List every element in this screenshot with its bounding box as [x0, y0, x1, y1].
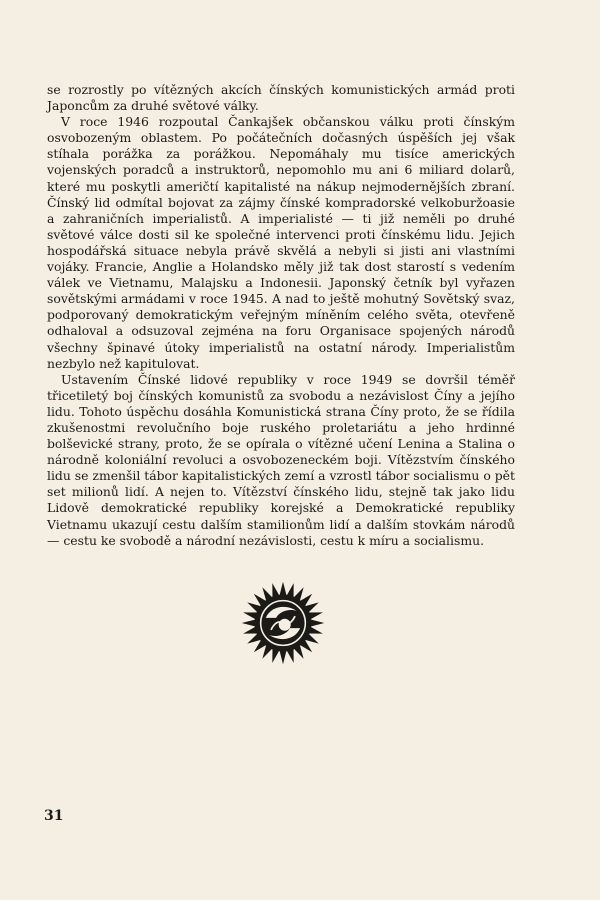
paragraph-2: V roce 1946 rozpoutal Čankajšek občanskou válku proti čínským osvobozeným oblastem. Po počátečních dočasných úspěších jej však stíhala porážka za porážkou. Nepomáhaly mu tisíce amerických vojenských poradců a instruktorů, nepomohlo mu ani 6 miliard dolarů, které mu poskytli američtí kapitalisté na nákup nejmodernějších zbraní. Čínský lid odmítal bojovat za zájmy čínské kompradorské velkoburžoasie a zahraničních imperialistů. A imperialisté — ti již neměli po druhé světové válce dosti sil ke společné intervenci proti čínskému lidu. Jejich hospodářská situace nebyla právě skvělá a nebyli si jisti ani vlastními vojáky. Francie, Anglie a Holandsko měly již tak dost starostí s vedením válek ve Vietnamu, Malajsku a Indonesii. Japonský četník byl vyřazen sovětskými armádami v roce 1945. A nad to ještě mohutný Sovětský svaz, podporovaný demokratickým veřejným míněním celého světa, otevřeně odhaloval a odsuzoval zejména na foru Organisace spojených národů všechny špinavé útoky imperialistů na ostatní národy. Imperialistům nezbylo než kapitulovat. — [47, 114, 515, 371]
sun-ornament-icon — [240, 580, 326, 666]
paragraph-3: Ustavením Čínské lidové republiky v roce 1949 se dovršil téměř třicetiletý boj čínských komunistů za svobodu a nezávislost Číny a jejího lidu. Tohoto úspěchu dosáhla Komunistická strana Číny proto, že se řídila zkušenostmi revolučního boje ruského proletariátu a jeho hrdinné bolševické strany, proto, že se opírala o vítězné učení Lenina a Stalina o národně koloniální revoluci a osvobozeneckém boji. Vítězstvím čínského lidu se zmenšil tábor kapitalistických zemí a vzrostl tábor socialismu o pět set milionů lidí. A nejen to. Vítězství čínského lidu, stejně tak jako lidu Lidově demokratické republiky korejské a Demokratické republiky Vietnamu ukazují cestu dalším stamilionům lidí a dalším stovkám národů — cestu ke svobodě a národní nezávislosti, cestu k míru a socialismu. — [47, 371, 515, 548]
body-text — [47, 82, 515, 549]
paragraph-1: se rozrostly po vítězných akcích čínských komunistických armád proti Japoncům za druhé světové války. — [47, 82, 515, 114]
page-number: 31 — [44, 808, 64, 824]
